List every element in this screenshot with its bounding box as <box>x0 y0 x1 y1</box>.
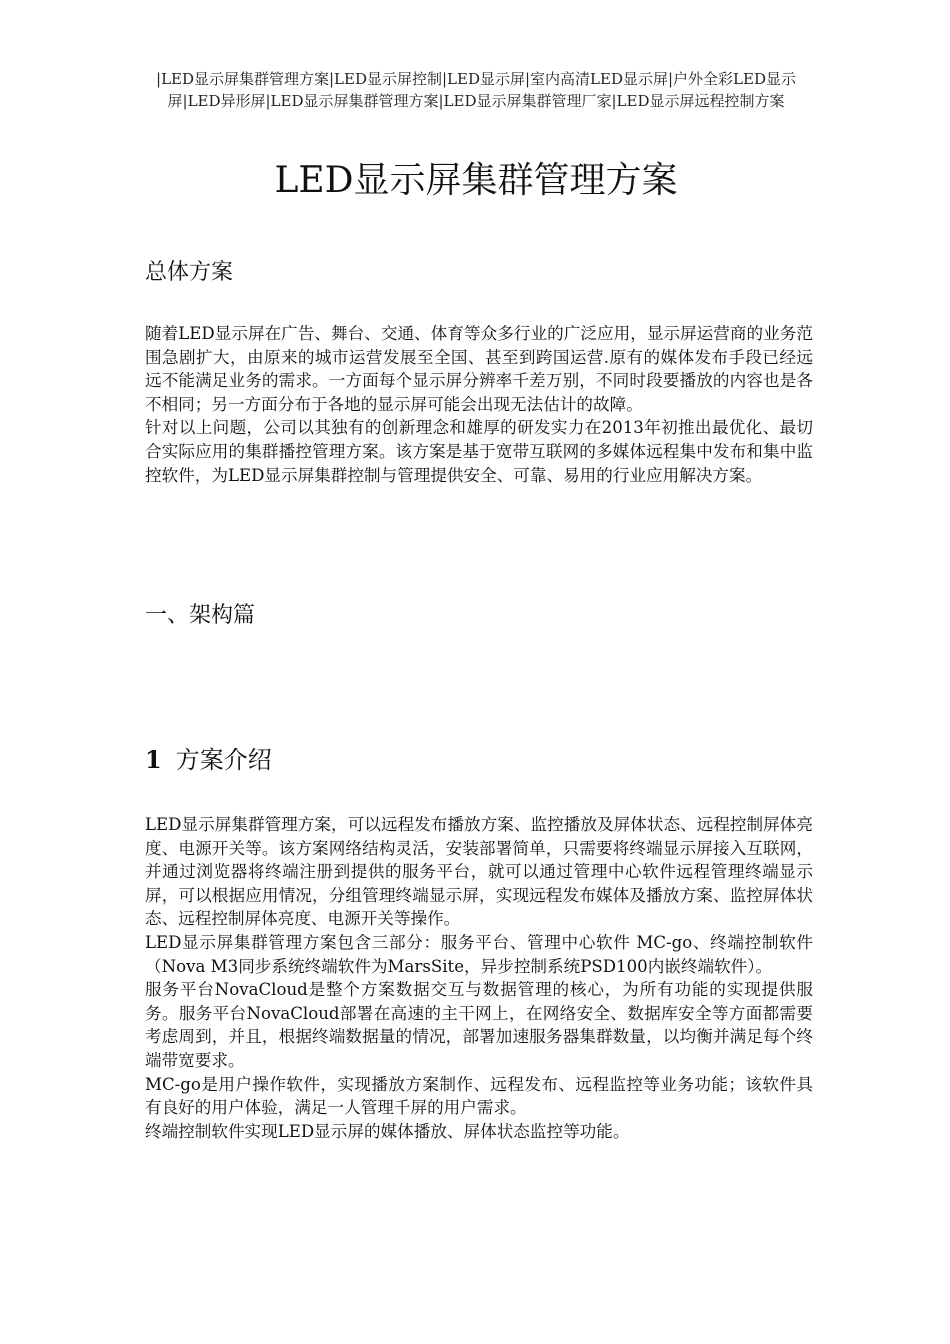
intro-body <box>145 813 813 1143</box>
header-keywords: |LED显示屏集群管理方案|LED显示屏控制|LED显示屏|室内高清LED显示屏|户外全彩LED显示屏|LED异形屏|LED显示屏集群管理方案|LED显示屏集群管理厂家|LED显示屏远程控制方案 <box>156 70 796 110</box>
architecture-heading: 一、架构篇 <box>145 603 256 628</box>
intro-heading-text: 方案介绍 <box>175 746 272 774</box>
overview-paragraph-2: 针对以上问题，公司以其独有的创新理念和雄厚的研发实力在2013年初推出最优化、最切合实际应用的集群播控管理方案。该方案是基于宽带互联网的多媒体远程集中发布和集中监控软件，为LED显示屏集群控制与管理提供安全、可靠、易用的行业应用解决方案。 <box>145 418 813 485</box>
intro-paragraph-1: LED显示屏集群管理方案，可以远程发布播放方案、监控播放及屏体状态、远程控制屏体亮度、电源开关等。该方案网络结构灵活，安装部署简单，只需要将终端显示屏接入互联网，并通过浏览器将终端注册到提供的服务平台，就可以通过管理中心软件远程管理终端显示屏，可以根据应用情况，分组管理终端显示屏，实现远程发布媒体及播放方案、监控屏体状态、远程控制屏体亮度、电源开关等操作。 <box>145 815 813 929</box>
overview-body <box>145 322 813 487</box>
intro-heading-number: 1 <box>145 745 162 774</box>
overview-paragraph-1: 随着LED显示屏在广告、舞台、交通、体育等众多行业的广泛应用，显示屏运营商的业务范围急剧扩大，由原来的城市运营发展至全国、甚至到跨国运营.原有的媒体发布手段已经远远不能满足业务的需求。一方面每个显示屏分辨率千差万别，不同时段要播放的内容也是各不相同；另一方面分布于各地的显示屏可能会出现无法估计的故障。 <box>145 324 813 414</box>
overview-heading: 总体方案 <box>145 260 234 285</box>
intro-paragraph-2: LED显示屏集群管理方案包含三部分：服务平台、管理中心软件 MC-go、终端控制软件（Nova M3同步系统终端软件为MarsSite，异步控制系统PSD100内嵌终端软件）。 <box>145 932 813 976</box>
intro-heading <box>145 743 745 777</box>
intro-paragraph-3: 服务平台NovaCloud是整个方案数据交互与数据管理的核心，为所有功能的实现提供服务。服务平台NovaCloud部署在高速的主干网上，在网络安全、数据库安全等方面都需要考虑周到，并且，根据终端数据量的情况，部署加速服务器集群数量，以均衡并满足每个终端带宽要求。 <box>145 980 813 1070</box>
intro-paragraph-4: MC-go是用户操作软件，实现播放方案制作、远程发布、远程监控等业务功能；该软件具有良好的用户体验，满足一人管理千屏的用户需求。 <box>145 1074 813 1118</box>
document-title: LED显示屏集群管理方案 <box>274 160 678 201</box>
intro-paragraph-5: 终端控制软件实现LED显示屏的媒体播放、屏体状态监控等功能。 <box>145 1121 630 1141</box>
